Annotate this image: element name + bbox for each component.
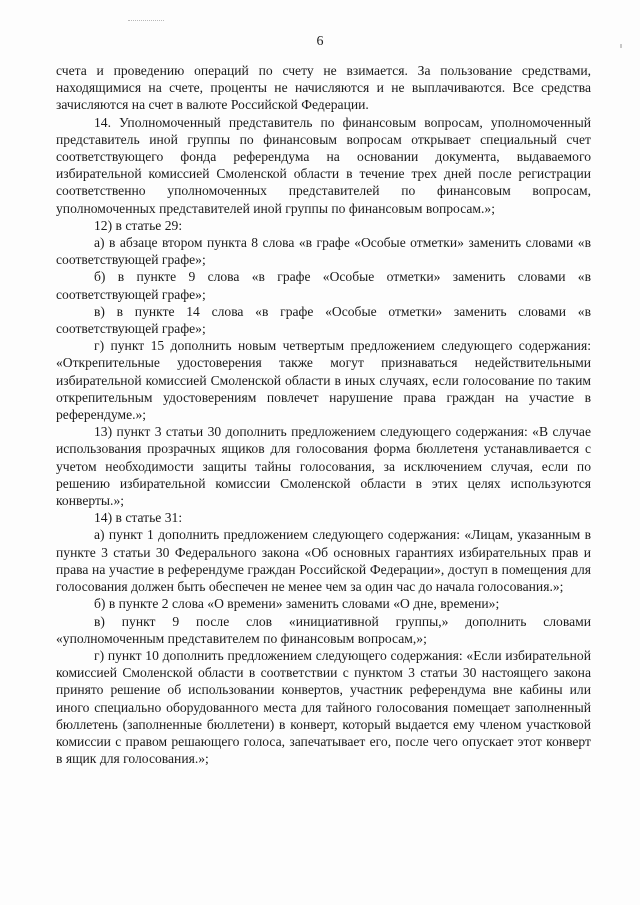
paragraph: б) в пункте 9 слова «в графе «Особые отметки» заменить словами «в соответствующей графе»;: [56, 269, 591, 302]
paragraph: б) в пункте 2 слова «О времени» заменить словами «О дне, времени»;: [94, 596, 500, 612]
paragraph: 14) в статье 31:: [94, 510, 183, 526]
paragraph: 14. Уполномоченный представитель по финансовым вопросам, уполномоченный представитель иной группы по финансовым вопросам открывает специальный счет соответствующего фонда референдума на основании документа, выдаваемого избирательной комиссией Смоленской области в течение трех дней после регистрации соответственно уполномоченных представителей по финансовым вопросам, уполномоченных представителей иной группы по финансовым вопросам.»;: [56, 114, 591, 216]
document-body: [56, 62, 591, 767]
paragraph: г) пункт 10 дополнить предложением следующего содержания: «Если избирательной комиссией Смоленской области в соответствии с пунктом 3 статьи 30 настоящего закона принято решение об использовании конвертов, участник референдума вне кабины или иного специально оборудованного места для тайного голосования помещает заполненный бюллетень (заполненные бюллетени) в конверт, который выдается ему членом участковой комиссии с правом решающего голоса, запечатывает его, после чего опускает этот конверт в ящик для голосования.»;: [56, 647, 591, 767]
paragraph: 13) пункт 3 статьи 30 дополнить предложением следующего содержания: «В случае использования прозрачных ящиков для голосования форма бюллетеня устанавливается с учетом необходимости защиты тайны голосования, за исключением случая, если по решению избирательной комиссии Смоленской области в этих целях используются конверты.»;: [56, 424, 591, 509]
paragraph: а) пункт 1 дополнить предложением следующего содержания: «Лицам, указанным в пункте 3 статьи 30 Федерального закона «Об основных гарантиях избирательных прав и права на участие в референдуме граждан Российской Федерации», доступ в помещения для голосования должен быть обеспечен не менее чем за один час до начала голосования.»;: [56, 527, 591, 595]
paragraph: счета и проведению операций по счету не взимается. За пользование средствами, находящимися на счете, проценты не начисляются и не выплачиваются. Все средства зачисляются на счет в валюте Российской Федерации.: [56, 63, 591, 113]
paragraph: 12) в статье 29:: [94, 217, 183, 233]
paragraph: г) пункт 15 дополнить новым четвертым предложением следующего содержания: «Открепительные удостоверения также могут признаваться недействительными избирательной комиссией Смоленской области в иных случаях, если голосование по таким открепительным удостоверениям повлечет нарушение права граждан на участие в референдуме.»;: [56, 338, 591, 423]
page-number: 6: [316, 34, 324, 49]
paragraph: в) пункт 9 после слов «инициативной группы,» дополнить словами «уполномоченным представителем по финансовым вопросам,»;: [56, 613, 591, 646]
paragraph: в) в пункте 14 слова «в графе «Особые отметки» заменить словами «в соответствующей графе»;: [56, 303, 591, 337]
scan-artifact: [128, 20, 164, 22]
paragraph: а) в абзаце втором пункта 8 слова «в графе «Особые отметки» заменить словами «в соответствующей графе»;: [56, 235, 591, 268]
